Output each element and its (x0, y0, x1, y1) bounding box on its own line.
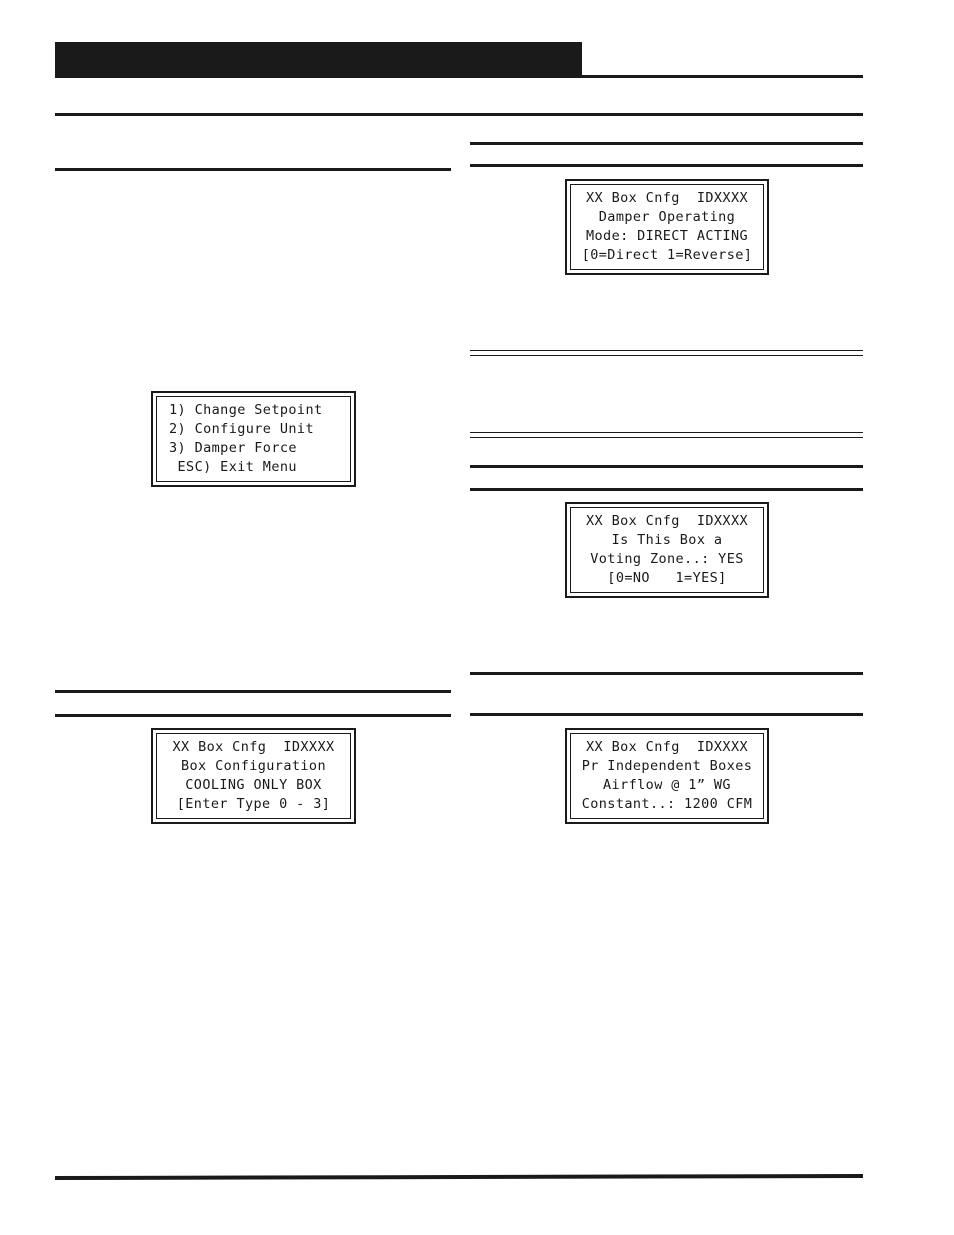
lcd-line: Voting Zone..: YES (590, 551, 744, 567)
lcd-line: Pr Independent Boxes (581, 758, 753, 775)
right-double-rule-2b (470, 437, 863, 438)
lcd-box-configuration (151, 728, 356, 824)
lcd-line: Constant..: 1200 CFM (581, 795, 753, 812)
right-section-rule-3b (470, 713, 863, 716)
section-rule-top (55, 113, 863, 116)
left-section-rule-2b (55, 714, 451, 717)
lcd-damper-operating (565, 179, 769, 275)
left-section-rule-2a (55, 690, 451, 693)
lcd-line: Box Configuration (181, 758, 326, 775)
right-section-rule-2a (470, 465, 863, 468)
lcd-line: Damper Operating (598, 209, 736, 226)
lcd-line: XX Box Cnfg IDXXXX (585, 739, 749, 756)
right-section-rule-1b (470, 164, 863, 167)
lcd-line: [0=NO 1=YES] (607, 569, 727, 586)
lcd-line: Mode: DIRECT ACTING (585, 228, 749, 244)
lcd-line: 3) Damper Force (169, 440, 297, 456)
lcd-line: [Enter Type 0 - 3] (176, 795, 331, 812)
lcd-main-menu (151, 391, 356, 487)
lcd-airflow-constant (565, 728, 769, 824)
lcd-line: 1) Change Setpoint (169, 402, 323, 419)
right-section-rule-3a (470, 672, 863, 675)
header-rule (582, 75, 863, 78)
lcd-line: [0=Direct 1=Reverse] (581, 246, 753, 263)
lcd-line: Airflow @ 1” WG (603, 777, 731, 793)
lcd-line: COOLING ONLY BOX (185, 777, 322, 793)
right-double-rule-1b (470, 355, 863, 356)
footer-rule (55, 1174, 863, 1180)
lcd-voting-zone (565, 502, 769, 598)
lcd-line: Is This Box a (611, 532, 723, 549)
lcd-line: 2) Configure Unit (169, 421, 314, 438)
header-bar (55, 42, 582, 78)
right-double-rule-1a (470, 350, 863, 351)
lcd-line: XX Box Cnfg IDXXXX (585, 190, 749, 207)
left-section-rule-1 (55, 168, 451, 171)
right-section-rule-1a (470, 142, 863, 145)
lcd-line: XX Box Cnfg IDXXXX (585, 513, 749, 530)
lcd-line: XX Box Cnfg IDXXXX (172, 739, 335, 756)
right-section-rule-2b (470, 488, 863, 491)
right-double-rule-2a (470, 432, 863, 433)
lcd-line: ESC) Exit Menu (169, 458, 297, 475)
